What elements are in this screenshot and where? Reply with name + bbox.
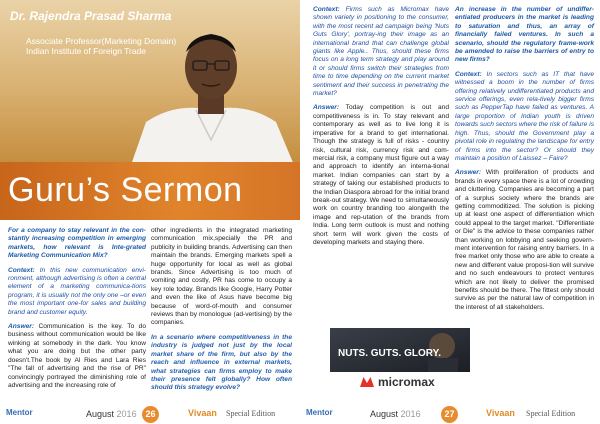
footer-left — [0, 405, 300, 424]
footer-date — [86, 409, 137, 419]
footer-logo: Mentor — [306, 408, 333, 417]
left-column-2 — [151, 227, 292, 399]
footer-month: August — [86, 409, 115, 419]
answer-text: With proliferation of products and brands in every space there is a lot of crowding and cluttering. Companies are becoming a part of a surplus society where the brands are getting commoditized. The solution is picking up at least one aspect of differentiation which could appeal to the target market. "Differentiate or Die" is the advice to these companies rather than working on lobbying and seeking govern-ment intervention for raising entry barriers. In a free market only those who are able to create a new and different value proposi-tion will survive and no such endeavours to protect ventures which are not likely to deliver the promised benefits should be there. The fittest only should survive as per the natural law of competition in the interest of all stakeholders. — [455, 169, 594, 311]
footer-month: August — [370, 409, 399, 419]
context-text: In sectors such as IT that have witnessed a boom in the number of firms offering relatively undifferentiated products and service offerings, even rela-tively bigger firms such as PepperTap have failed as ventures. A large proportion of Indian youth is driven towards such sectors where the risk of failure is high. Thus, should the Government play a pivotal role in regulating the landscape for entry of firms into the sector? Or should they maintain a position of Laissez – Faire? — [455, 70, 594, 162]
author-portrait — [126, 22, 296, 165]
author-name: Dr. Rajendra Prasad Sharma — [10, 9, 172, 23]
page-title: Guru’s Sermon — [8, 171, 243, 209]
answer-1 — [8, 323, 146, 390]
ad-photo — [330, 328, 470, 372]
right-column-1 — [313, 6, 449, 253]
answer-3 — [455, 169, 594, 312]
footer-special-edition: Special Edition — [526, 409, 576, 418]
answer-text: Communication is the key. To do business without communication would be like winking at somebody in the dark. You know what you are doing but the other party doesn't.The book by Al Ries and Lara Ries "The fall of advertising and the rise of PR" convincingly portrayed the diminishing role of advertising and the increasing role of — [8, 323, 146, 389]
pull-quote: In a scenario where competitiveness in the industry is judged not just by the local market share of the firm, but also by the reach and influence in external markets, what strategies can firms employ to make their presence felt globally? How often should this strategy evolve? — [151, 333, 292, 392]
footer-vivaan: Vivaan — [188, 408, 217, 418]
answer-label: Answer: — [455, 169, 482, 177]
footer-year: 2016 — [400, 409, 421, 419]
answer-label: Answer: — [313, 104, 340, 112]
context-text: Firms such as Micromax have shown variety in positioning to the consumer, with the most recent ad campaign being 'Nuts Guts Glory', portray-ing their image as an international brand that can challenge global giants like Apple.. Thus, should these firms focus on a long term strategy and play around it or should firms switch their strategies from time to time depending on the current market sentiment and their success in penetrating the market? — [313, 6, 449, 98]
page-number: 26 — [142, 406, 159, 423]
ad-brand-name: micromax — [378, 375, 435, 389]
footer-right — [300, 405, 600, 424]
context-label: Context: — [8, 266, 35, 274]
answer-1-continued: other ingredients in the integrated marketing communication mix,specially the PR and publicity in building brands. Advertising can then maintain the brands. Emerging markets spell a huge opportunity for local as well as global brands. Since Advertising is too much of vomiting and costly, PR has come to occupy a key role today. Brands like Google, Harry Potter and even the like of Asus have become big because of word-of-mouth and consumer reviews than by monologue (ad-vertising) by the companies. — [151, 227, 292, 327]
context-label: Context: — [455, 70, 482, 78]
right-column-2 — [455, 6, 594, 318]
footer-special-edition: Special Edition — [226, 409, 276, 418]
footer-year: 2016 — [116, 409, 137, 419]
footer-date — [370, 409, 421, 419]
context-label: Context: — [313, 6, 340, 13]
answer-label: Answer: — [8, 323, 35, 331]
page-number: 27 — [441, 406, 458, 423]
question-3: An increase in the number of undiffer-entiated producers in the market is leading to saturation and thus, an array of financially failed ventures. In such a scenario, should the regulatory frame-work be amended to raise the barriers of entry to new firms? — [455, 6, 594, 64]
context-3 — [455, 71, 594, 163]
left-column-1 — [8, 227, 146, 396]
footer-logo: Mentor — [6, 408, 33, 417]
author-role-line1: Associate Professor(Marketing Domain) — [26, 36, 177, 46]
answer-text: Today competition is out and competitiveness is in. To stay relevant and contemporary as well as to live long it is imperative for a brand to get international. Though the strategy is full of risks - country risk, cultural risk, currency risk and com-mercial risk, a company must figure out a way and approach to identify an interna-tional market. Indian companies can start by a strategy of taking our established products to the Indian Diaspora abroad for the initial brand break-out strategy. We need to simultaneously work on country branding too alongwith the image and rep-utation of the brands from India. Long term outlook is must and nothing short term will work given the costs of developing markets and staying there. — [313, 104, 449, 246]
context-text: In this new communication envi-ronment, although advertising is often a central element of a marketing communica-tions program, it is usually not the only one –or even the most important one-for sales and building brand and customer equity. — [8, 266, 146, 316]
micromax-ad — [330, 328, 470, 393]
footer-vivaan: Vivaan — [486, 408, 515, 418]
author-role-line2: Indian Institute of Foreign Trade — [26, 46, 147, 56]
question-1: For a company to stay relevant in the con-stantly increasing competition in emerging markets, how relevant is Inte-grated Marketing Communication Mix? — [8, 227, 146, 260]
context-2 — [313, 6, 449, 98]
context-1 — [8, 267, 146, 317]
ad-slogan: NUTS. GUTS. GLORY. — [338, 348, 441, 359]
ad-brand — [360, 375, 435, 389]
micromax-logo-icon — [360, 377, 374, 387]
answer-2 — [313, 104, 449, 247]
